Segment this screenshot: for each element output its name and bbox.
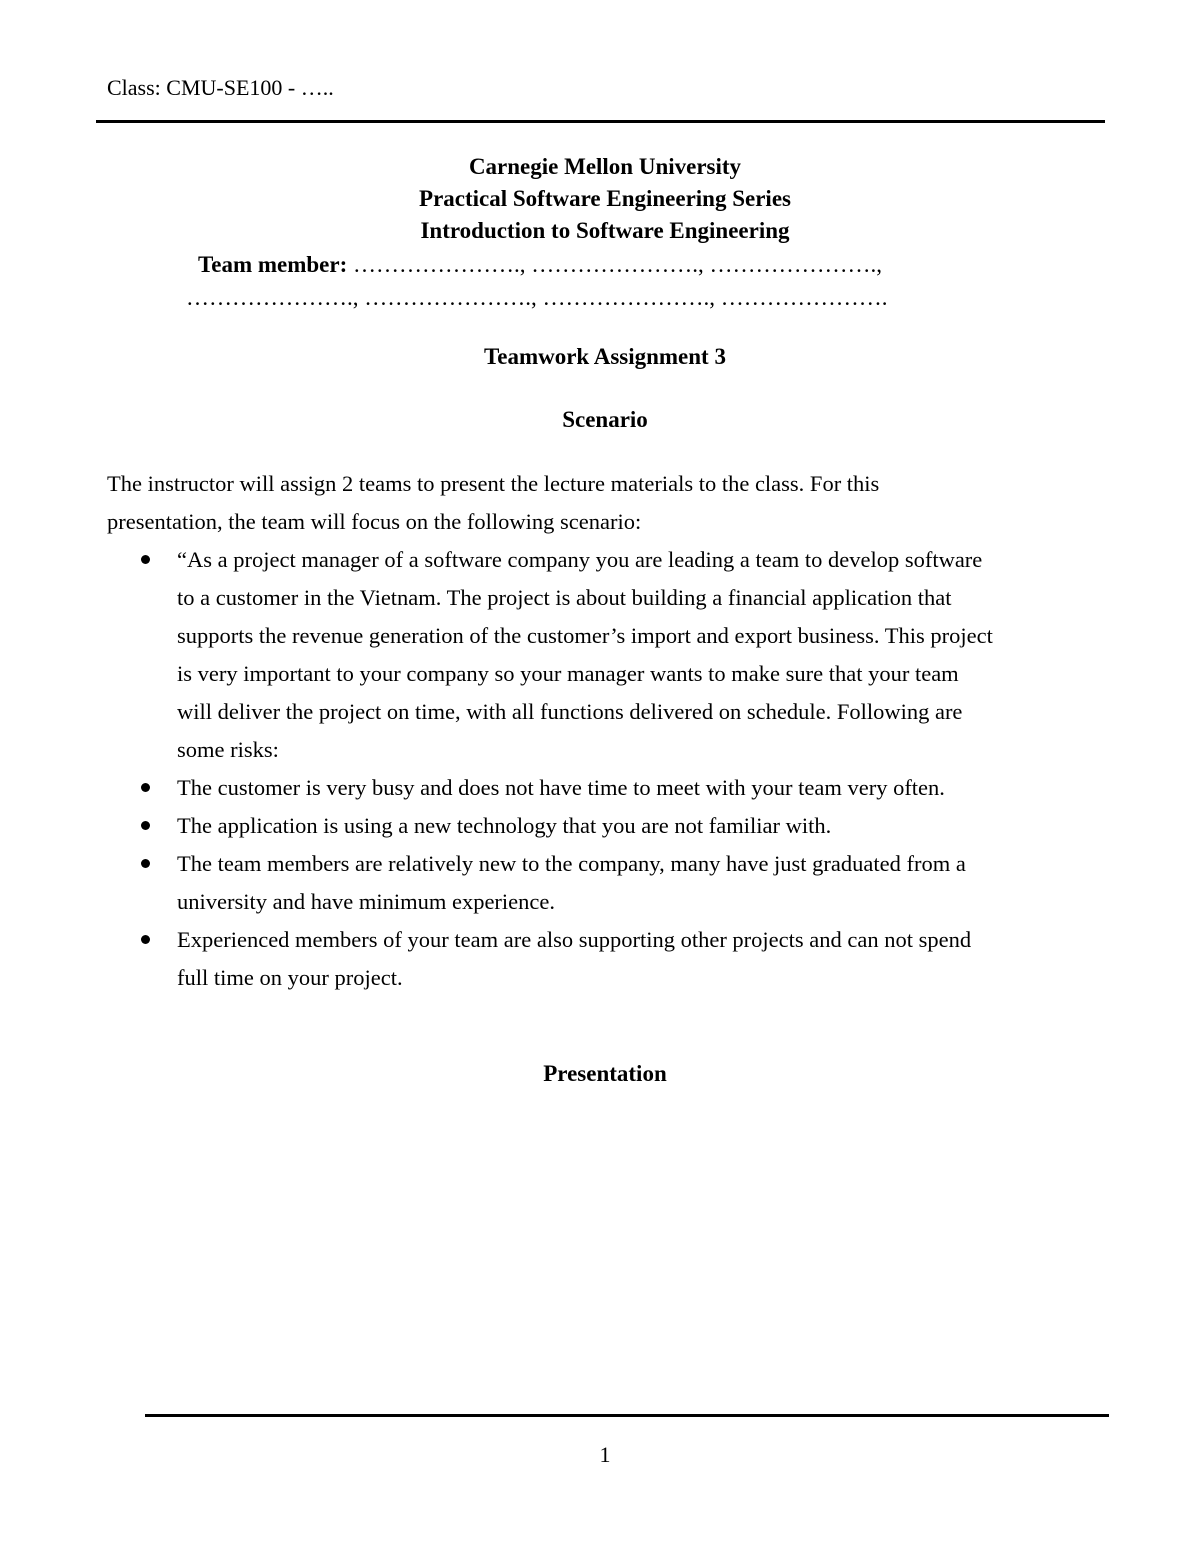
bullet-icon [141, 859, 150, 868]
bullet-icon [141, 821, 150, 830]
team-member-blanks-1: …………………., …………………., …………………., [353, 252, 882, 277]
page-number: 1 [599, 1442, 611, 1467]
scenario-intro [107, 465, 1107, 541]
bullet-line: The customer is very busy and does not have time to meet with your team very often. [177, 775, 945, 800]
bullet-icon [141, 935, 150, 944]
bullet-line: will deliver the project on time, with all functions delivered on schedule. Following are [177, 699, 963, 724]
header-rule [96, 120, 1105, 123]
bullet-line: Experienced members of your team are also supporting other projects and can not spend [177, 927, 972, 952]
bullet-item [0, 845, 1117, 921]
intro-line: The instructor will assign 2 teams to present the lecture materials to the class. For this [107, 471, 880, 496]
bullet-icon [141, 783, 150, 792]
bullet-item [0, 807, 1117, 845]
title-block [0, 151, 1200, 247]
bullet-icon [141, 555, 150, 564]
bullet-line: is very important to your company so your manager wants to make sure that your team [177, 661, 959, 686]
footer-rule [145, 1414, 1109, 1417]
team-member-label: Team member: [198, 252, 348, 277]
presentation-heading: Presentation [543, 1061, 667, 1086]
bullet-line: full time on your project. [177, 965, 403, 990]
team-member-line-1 [198, 250, 882, 280]
bullet-line: to a customer in the Vietnam. The project is about building a financial application that [177, 585, 952, 610]
bullet-line: supports the revenue generation of the customer’s import and export business. This project [177, 623, 993, 648]
bullet-line: The team members are relatively new to the company, many have just graduated from a [177, 851, 966, 876]
assignment-title: Teamwork Assignment 3 [484, 344, 726, 369]
class-header: Class: CMU-SE100 - ….. [107, 75, 334, 100]
intro-line: presentation, the team will focus on the following scenario: [107, 509, 642, 534]
bullet-line: The application is using a new technology that you are not familiar with. [177, 813, 832, 838]
bullet-item [0, 769, 1117, 807]
bullet-line: university and have minimum experience. [177, 889, 556, 914]
university-title: Carnegie Mellon University [468, 154, 742, 179]
bullet-item [0, 921, 1117, 997]
team-member-line-2: …………………., …………………., …………………., …………………. [186, 285, 888, 310]
series-title: Practical Software Engineering Series [419, 186, 791, 211]
bullet-line: “As a project manager of a software company you are leading a team to develop software [177, 547, 983, 572]
course-title: Introduction to Software Engineering [420, 218, 790, 243]
bullet-line: some risks: [177, 737, 279, 762]
scenario-bullet-list [0, 541, 1200, 997]
bullet-item [0, 541, 1117, 769]
scenario-heading: Scenario [562, 407, 648, 432]
